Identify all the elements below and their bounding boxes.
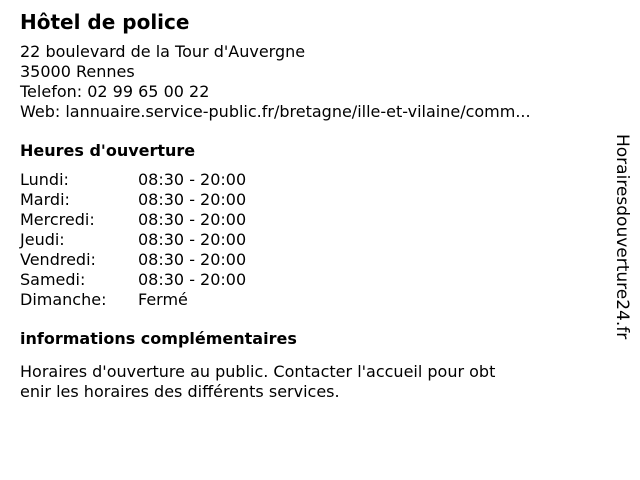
site-watermark: Horairesdouverture24.fr — [612, 134, 632, 340]
hours-value: Fermé — [138, 290, 188, 309]
listing-card — [20, 10, 590, 402]
hours-value: 08:30 - 20:00 — [138, 170, 247, 189]
info-heading: informations complémentaires — [20, 329, 297, 348]
address-city: 35000 Rennes — [20, 62, 135, 81]
hours-value: 08:30 - 20:00 — [138, 210, 247, 229]
address-block — [20, 42, 590, 122]
hours-value: 08:30 - 20:00 — [138, 270, 247, 289]
hours-row — [20, 290, 590, 310]
hours-row — [20, 250, 590, 270]
day-label: Lundi: — [20, 170, 69, 189]
day-label: Dimanche: — [20, 290, 107, 309]
hours-heading: Heures d'ouverture — [20, 141, 196, 160]
address-street: 22 boulevard de la Tour d'Auvergne — [20, 42, 306, 61]
day-label: Jeudi: — [20, 230, 65, 249]
hours-row — [20, 190, 590, 210]
hours-row — [20, 170, 590, 190]
hours-row — [20, 230, 590, 250]
info-line: Horaires d'ouverture au public. Contacter l'accueil pour obt — [20, 362, 496, 381]
day-label: Samedi: — [20, 270, 86, 289]
phone-number: Telefon: 02 99 65 00 22 — [20, 82, 210, 101]
info-text — [20, 362, 590, 402]
day-label: Mardi: — [20, 190, 70, 209]
hours-value: 08:30 - 20:00 — [138, 190, 247, 209]
page-title: Hôtel de police — [20, 10, 190, 34]
hours-table — [20, 170, 590, 310]
hours-value: 08:30 - 20:00 — [138, 230, 247, 249]
day-label: Mercredi: — [20, 210, 95, 229]
hours-row — [20, 210, 590, 230]
website-link[interactable]: Web: lannuaire.service-public.fr/bretagne/ille-et-vilaine/comm... — [20, 102, 531, 121]
hours-row — [20, 270, 590, 290]
day-label: Vendredi: — [20, 250, 96, 269]
info-line: enir les horaires des différents services. — [20, 382, 340, 401]
hours-value: 08:30 - 20:00 — [138, 250, 247, 269]
